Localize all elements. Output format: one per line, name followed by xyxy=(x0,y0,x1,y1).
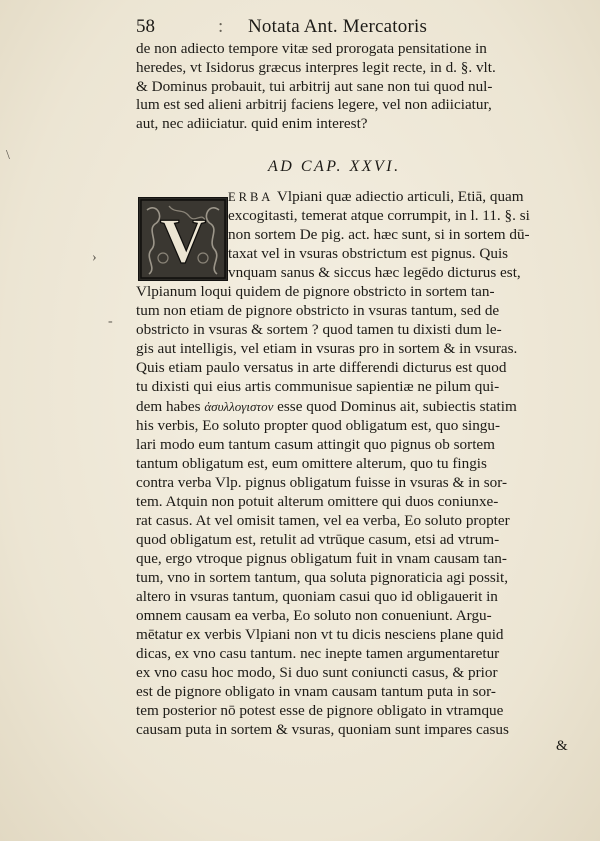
text-line: rat casus. At vel omisit tamen, vel ea verba, Eo soluto propter xyxy=(136,511,510,529)
text-line: tem. Atquin non potuit alterum omittere qui duos coniunxe- xyxy=(136,492,499,510)
text-line: taxat vel in vsuras obstrictum est pignus. Quis xyxy=(228,245,509,263)
text-line: contra verba Vlp. pignus obligatum fuisse in vsuras & in sor- xyxy=(136,473,508,491)
text-line: non sortem De pig. act. hæc sunt, si in sortem dū- xyxy=(228,226,530,244)
text-line: altero in vsuras tantum, quoniam casui quo id obligauerit in xyxy=(136,587,498,605)
text-line: omnem causam ea verba, Eo soluto non conueniunt. Argu- xyxy=(136,607,492,625)
text-line: & Dominus probauit, tui arbitrij aut sane non tui quod nul- xyxy=(136,77,493,95)
text-line: tem posterior nō potest esse de pignore obligato in vtramque xyxy=(136,702,504,720)
line-text: dem habes xyxy=(136,397,201,415)
text-line: lum est sed alieni arbitrij faciens legere, vel non adiiciatur, xyxy=(136,96,492,114)
margin-mark: › xyxy=(92,250,97,265)
main-paragraph xyxy=(136,187,570,739)
line-text: esse quod Dominus ait, subiectis statim xyxy=(277,397,517,415)
text-line: Vlpianum loqui quidem de pignore obstricto in sortem tan- xyxy=(136,283,495,301)
text-line xyxy=(136,397,570,416)
text-line: tum non etiam de pignore obstricto in vsuras tantum, sed de xyxy=(136,302,500,320)
text-line: aut, nec adiiciatur. quid enim interest? xyxy=(136,115,368,133)
margin-mark: - xyxy=(108,314,113,329)
text-line: de non adiecto tempore vitæ sed prorogata pensitatione in xyxy=(136,40,487,57)
text-line: vnquam sanus & siccus hæc legēdo dicturus est, xyxy=(228,264,521,282)
text-line: obstricto in vsuras & sortem ? quod tamen tu dixisti dum le- xyxy=(136,321,502,339)
running-title: Notata Ant. Mercatoris xyxy=(248,16,428,37)
text-line: ex vno casu hoc modo, Si duo sunt coniuncti casus, & prior xyxy=(136,664,498,682)
text-line: heredes, vt Isidorus græcus interpres legit recte, in d. §. vlt. xyxy=(136,58,496,76)
page-number: 58 xyxy=(136,16,155,37)
text-line: lari modo eum tantum casum attingit quo pignus ob sortem xyxy=(136,435,495,453)
text-line: gis aut intelligis, vel etiam in vsuras pro in sortem & in vsuras. xyxy=(136,340,518,358)
greek-word: ἀσυλλογιστον xyxy=(204,398,274,414)
running-header xyxy=(136,14,576,40)
margin-mark: \ xyxy=(6,148,10,163)
top-paragraph xyxy=(136,40,570,134)
catchword: & xyxy=(556,738,568,754)
text-line: tu dixisti qui eius artis communisue sapientiæ ne pilum qui- xyxy=(136,378,500,396)
text-line: quod obligatum est, retulit ad vtrūque casum, etsi ad vtrum- xyxy=(136,530,500,548)
text-line: est de pignore obligato in vnam causam tantum puta in sor- xyxy=(136,683,496,701)
text-line: his verbis, Eo soluto propter quod obligatum est, quo singu- xyxy=(136,416,501,434)
text-line: mētatur ex verbis Vlpiani non vt tu dicis nesciens plane quid xyxy=(136,626,504,644)
text-line: tum, vno in sortem tantum, qua soluta pignoraticia agi possit, xyxy=(136,568,509,586)
header-separator: : xyxy=(218,16,224,37)
text-line xyxy=(136,187,570,206)
text-line: dicas, ex vno casu tantum. nec inepte tamen argumentaretur xyxy=(136,645,500,663)
svg-text:V: V xyxy=(159,205,207,276)
text-line: Quis etiam paulo versatus in arte differendi dicturus est quod xyxy=(136,359,507,377)
text-line: excogitasti, temerat atque corrumpit, in l. 11. §. si xyxy=(228,207,530,225)
section-heading: AD CAP. XXVI. xyxy=(268,158,401,175)
line-text: Vlpiani quæ adiectio articuli, Etiā, quam xyxy=(276,188,524,205)
text-line: que, ergo vtroque pignus obligatum fuit in vnam causam tan- xyxy=(136,549,507,567)
text-line: tantum obligatum est, eum omittere alterum, quo tu fingis xyxy=(136,454,487,472)
text-line: causam puta in sortem & vsuras, quoniam sunt impares casus xyxy=(136,721,509,739)
first-word: ERBA xyxy=(228,190,274,204)
